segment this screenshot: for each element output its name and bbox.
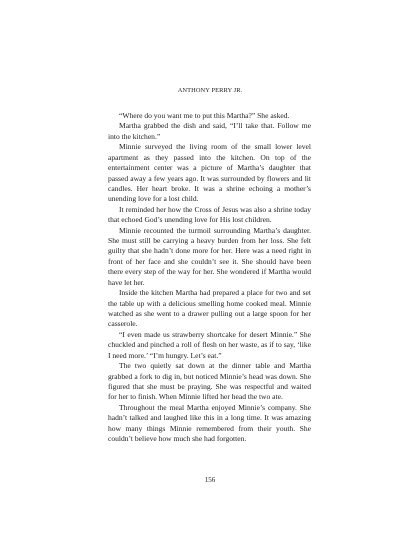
paragraph: “Where do you want me to put this Martha?” She asked. (119, 111, 290, 120)
paragraph: It reminded her how the Cross of Jesus was also a shrine today that echoed God’s unending love for His lost children. (108, 204, 311, 225)
paragraph: The two quietly sat down at the dinner table and Martha grabbed a fork to dig in, but noticed Minnie’s head was down. She figured that she must be praying. She was respectful and waited for her to finish. When Minnie lifted her head the two ate. (108, 361, 311, 402)
page-number: 156 (204, 476, 216, 484)
running-head: ANTHONY PERRY JR. (177, 87, 243, 94)
paragraph: Throughout the meal Martha enjoyed Minnie’s company. She hadn’t talked and laughed like this in a long time. It was amazing how many things Minnie remembered from their youth. She couldn’t believe how much she had forgotten. (108, 402, 311, 444)
paragraph: Minnie recounted the turmoil surrounding Martha’s daughter. She must still be carrying a heavy burden from her loss. She felt guilty that she hadn’t done more for her. Here was a need right in front of her face and she couldn’t see it. She should have been there every step of the way for her. She wondered if Martha would have let her. (108, 225, 311, 287)
paragraph: Minnie surveyed the living room of the small lower level apartment as they passed into the kitchen. On top of the entertainment center was a picture of Martha’s daughter that passed away a few years ago. It was surrounded by flowers and lit candles. Her heart broke. It was a shrine echoing a mother’s unending love for a lost child. (108, 142, 311, 204)
paragraph: Inside the kitchen Martha had prepared a place for two and set the table up with a delicious smelling home cooked meal. Minnie watched as she went to a drawer pulling out a large spoon for her casserole. (108, 288, 311, 329)
paragraph: Martha grabbed the dish and said, “I’ll take that. Follow me into the kitchen.” (108, 121, 311, 141)
body-text (108, 111, 311, 445)
paragraph: “I even made us strawberry shortcake for desert Minnie.” She chuckled and pinched a roll of flesh on her waste, as if to say, ‘like I need more.’ “I’m hungry. Let’s eat.” (108, 329, 311, 360)
